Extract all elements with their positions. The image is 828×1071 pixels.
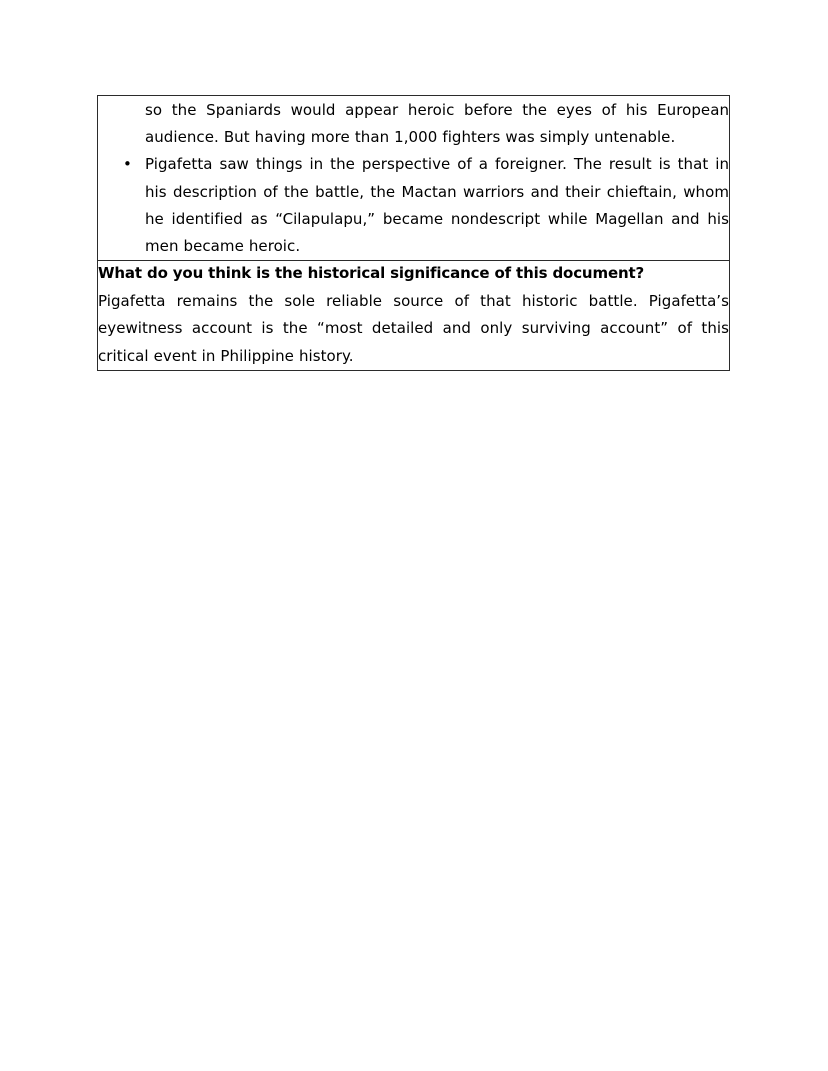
bullet-icon: • <box>123 155 132 174</box>
significance-cell <box>98 261 730 371</box>
continuation-paragraph: so the Spaniards would appear heroic before the eyes of his European audience. But having more than 1,000 fighters was simply untenable. <box>145 101 729 147</box>
analysis-cell <box>98 96 730 261</box>
answer-paragraph: Pigafetta remains the sole reliable source of that historic battle. Pigafetta’s eyewitness account is the “most detailed and only surviving account” of this critical event in Philippine history. <box>98 292 729 365</box>
question-heading: What do you think is the historical significance of this document? <box>98 264 645 283</box>
list-item-text: Pigafetta saw things in the perspective of a foreigner. The result is that in his description of the battle, the Mactan warriors and their chieftain, whom he identified as “Cilapulapu,” became nondescript while Magellan and his men became heroic. <box>145 155 729 256</box>
table-row <box>98 261 730 371</box>
table-row <box>98 96 730 261</box>
analysis-bullet-list <box>98 151 729 260</box>
list-item <box>98 151 729 260</box>
content-table <box>97 95 730 371</box>
table-body <box>98 96 730 371</box>
